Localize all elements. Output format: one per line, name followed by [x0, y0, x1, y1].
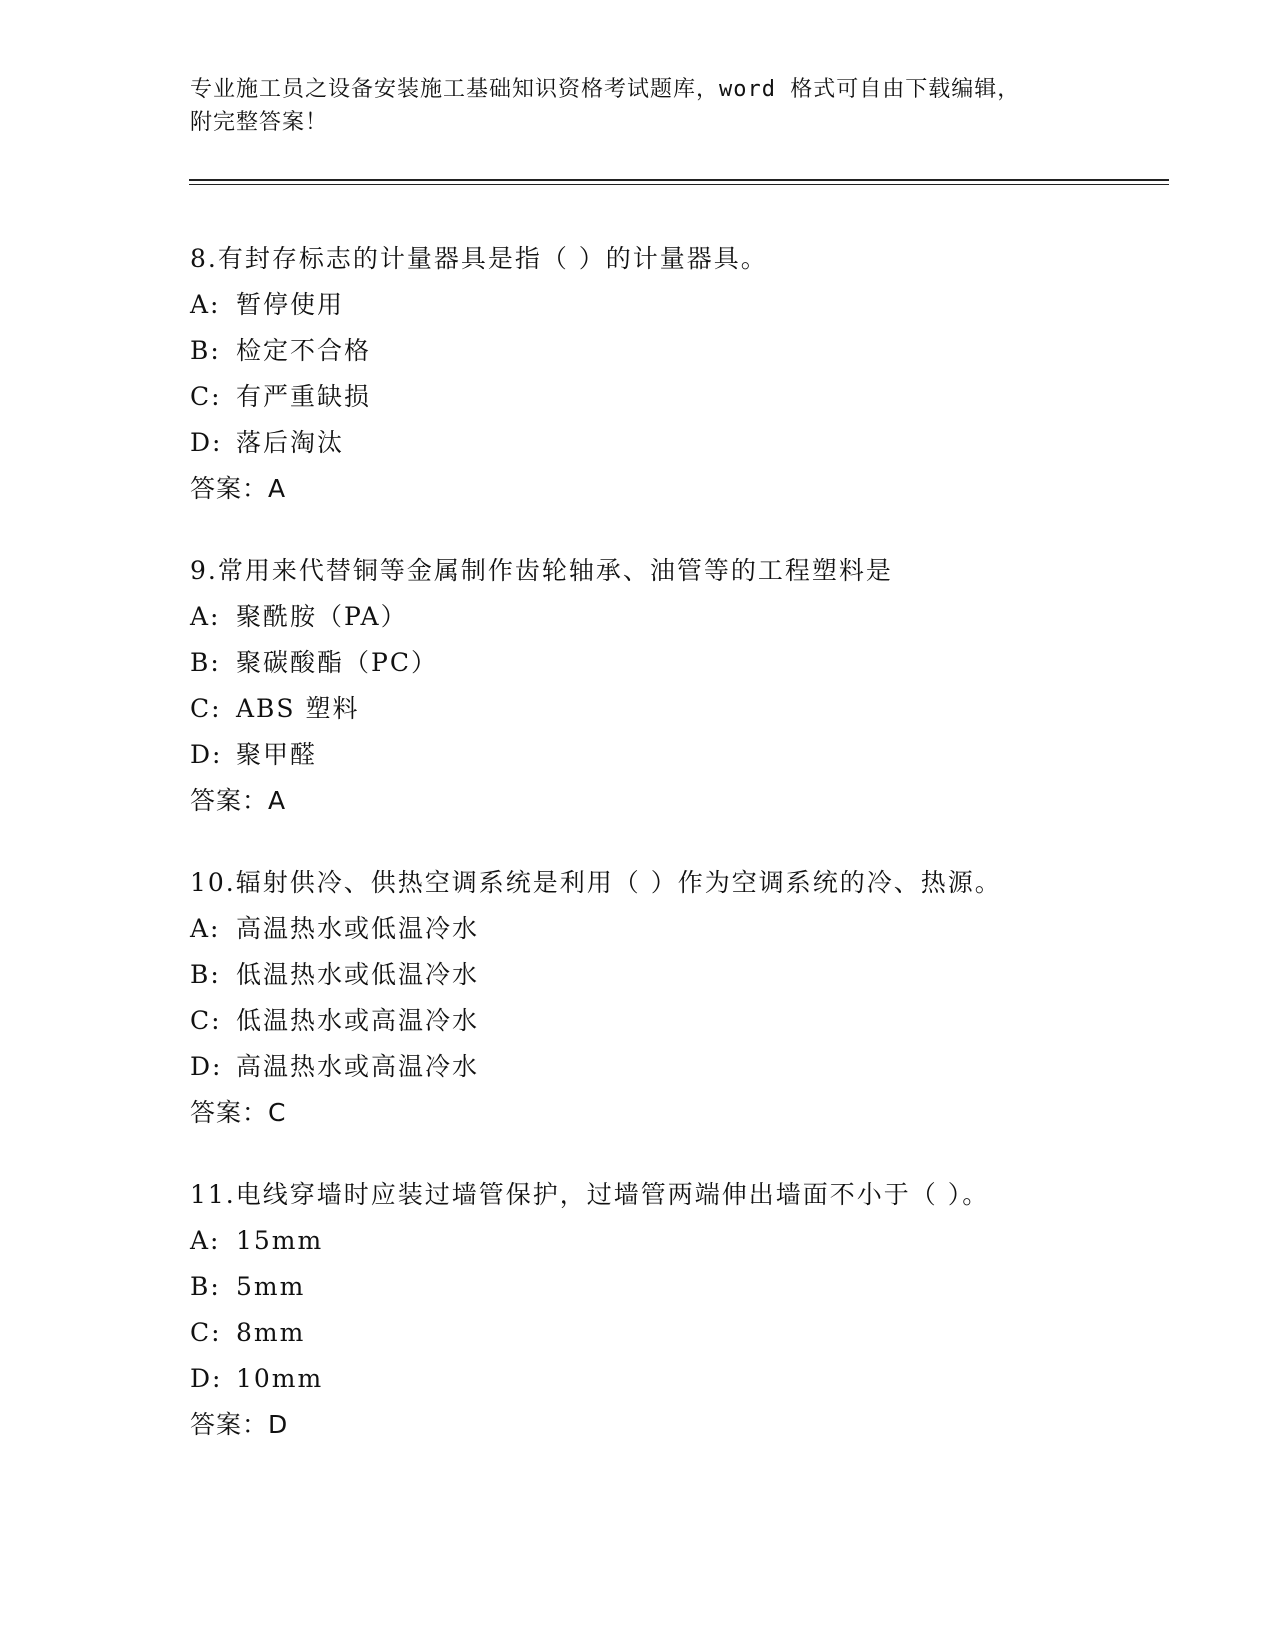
- option-text: 有严重缺损: [236, 382, 372, 411]
- question-stem: 8.有封存标志的计量器具是指（ ）的计量器具。: [190, 244, 768, 273]
- question-stem: 9.常用来代替铜等金属制作齿轮轴承、油管等的工程塑料是: [190, 556, 893, 585]
- option-b: [190, 328, 1190, 374]
- option-key: A:: [190, 914, 221, 943]
- answer-line: 答案：A: [190, 474, 287, 503]
- option-b: [190, 1264, 1190, 1310]
- option-text: 暂停使用: [236, 290, 345, 319]
- option-text: 落后淘汰: [236, 428, 345, 457]
- option-text: 低温热水或高温冷水: [236, 1006, 480, 1035]
- option-a: [190, 594, 1190, 640]
- option-c: [190, 374, 1190, 420]
- option-text: 聚碳酸酯（PC）: [236, 648, 438, 677]
- option-key: D:: [190, 1052, 223, 1081]
- option-text: ABS 塑料: [236, 694, 360, 723]
- option-a: [190, 906, 1190, 952]
- option-text: 高温热水或低温冷水: [236, 914, 480, 943]
- question-stem: 10.辐射供冷、供热空调系统是利用（ ）作为空调系统的冷、热源。: [190, 868, 1002, 897]
- option-b: [190, 640, 1190, 686]
- option-text: 聚酰胺（PA）: [236, 602, 408, 631]
- option-key: B:: [190, 648, 221, 677]
- question-10: [190, 860, 1190, 1136]
- option-d: [190, 732, 1190, 778]
- answer-line: 答案：D: [190, 1410, 289, 1439]
- question-9: [190, 548, 1190, 824]
- question-stem: 11.电线穿墙时应装过墙管保护，过墙管两端伸出墙面不小于（ ）。: [190, 1180, 990, 1209]
- question-8: [190, 236, 1190, 512]
- option-key: B:: [190, 1272, 221, 1301]
- option-text: 高温热水或高温冷水: [236, 1052, 480, 1081]
- option-d: [190, 1044, 1190, 1090]
- option-a: [190, 282, 1190, 328]
- option-key: C:: [190, 382, 222, 411]
- option-text: 5mm: [236, 1272, 306, 1301]
- option-key: C:: [190, 1318, 222, 1347]
- option-key: A:: [190, 1226, 221, 1255]
- option-c: [190, 686, 1190, 732]
- question-list: [190, 236, 1190, 1484]
- option-text: 8mm: [236, 1318, 306, 1347]
- header-line-2: 附完整答案！: [190, 110, 329, 135]
- option-b: [190, 952, 1190, 998]
- option-key: A:: [190, 602, 221, 631]
- answer-line: 答案：C: [190, 1098, 287, 1127]
- option-d: [190, 420, 1190, 466]
- document-header: [190, 73, 1090, 139]
- option-text: 10mm: [236, 1364, 324, 1393]
- option-key: D:: [190, 740, 223, 769]
- option-c: [190, 1310, 1190, 1356]
- option-key: D:: [190, 428, 223, 457]
- header-divider: [189, 179, 1169, 185]
- option-key: B:: [190, 960, 221, 989]
- header-line-1: 专业施工员之设备安装施工基础知识资格考试题库，word 格式可自由下载编辑，: [190, 77, 1021, 102]
- answer-line: 答案：A: [190, 786, 287, 815]
- option-key: A:: [190, 290, 221, 319]
- option-key: C:: [190, 1006, 222, 1035]
- option-text: 聚甲醛: [236, 740, 318, 769]
- option-text: 15mm: [236, 1226, 324, 1255]
- option-key: C:: [190, 694, 222, 723]
- option-a: [190, 1218, 1190, 1264]
- option-key: D:: [190, 1364, 223, 1393]
- option-d: [190, 1356, 1190, 1402]
- option-c: [190, 998, 1190, 1044]
- question-11: [190, 1172, 1190, 1448]
- option-text: 检定不合格: [236, 336, 372, 365]
- option-text: 低温热水或低温冷水: [236, 960, 480, 989]
- option-key: B:: [190, 336, 221, 365]
